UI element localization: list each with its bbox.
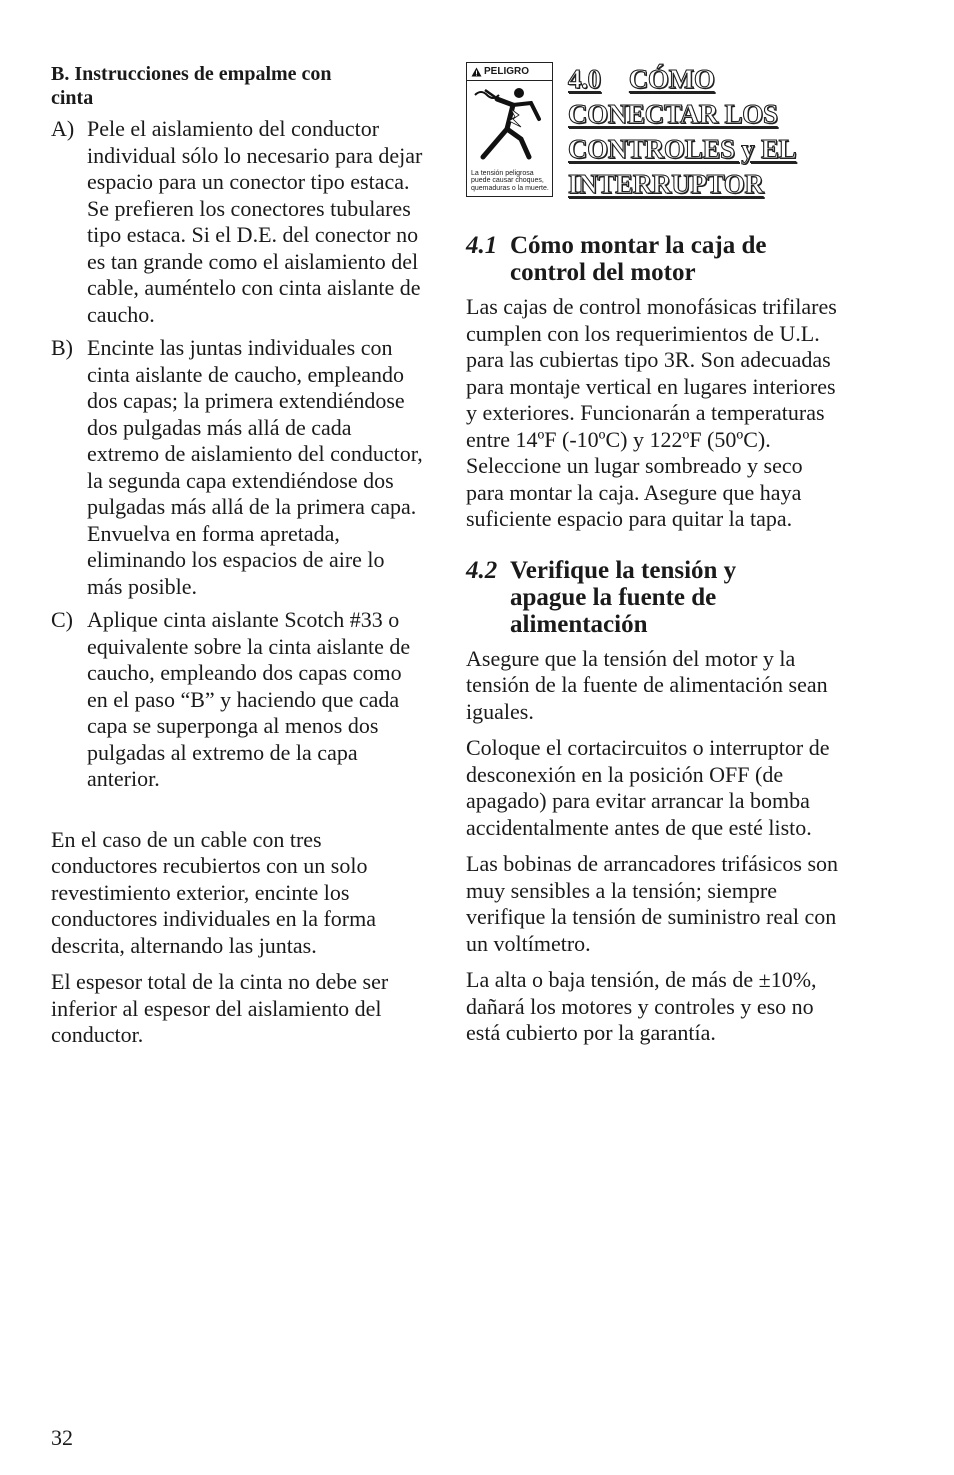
section-title-part: CÓMO (628, 64, 715, 94)
list-label: A) (51, 116, 75, 141)
electric-shock-icon (473, 85, 547, 163)
subsection-heading (466, 557, 844, 638)
warning-label-text: PELIGRO (484, 66, 530, 77)
list-item (51, 116, 423, 328)
list-item (51, 607, 423, 793)
section-heading-line: INTERRUPTOR (568, 169, 764, 199)
left-column (51, 62, 423, 1049)
warning-head (467, 63, 552, 81)
subsection-number: 4.2 (466, 556, 498, 584)
list-text: Pele el aislamiento del conductor individual sólo lo necesario para dejar espacio para un conector tipo estaca. Se prefieren los conectores tubulares tipo estaca. Si el D.E. del conector no es tan grande como el aislamiento del cable, auméntelo con cinta aislante de caucho. (87, 116, 423, 327)
warning-caption: La tensión peligrosa puede causar choques, quemaduras o la muerte. (471, 169, 549, 192)
paragraph: Las cajas de control monofásicas trifilares cumplen con los requerimientos de U.L. para las cubiertas tipo 3R. Son adecuadas para montaje vertical en lugares interiores y exteriores. Funcionarán a temperaturas entre 14ºF (-10ºC) y 122ºF (50ºC). Seleccione un lugar sombreado y seco para montar la caja. Asegure que haya suficiente espacio para quitar la tapa. (466, 294, 837, 531)
page-number: 32 (51, 1425, 73, 1450)
paragraph: La alta o baja tensión, de más de ±10%, dañará los motores y controles y eso no está cubierto por la garantía. (466, 967, 817, 1045)
section-heading-line: CONECTAR LOS (568, 99, 778, 129)
splice-instructions-heading: B. Instrucciones de empalme con cinta (51, 63, 332, 109)
paragraph: En el caso de un cable con tres conductores recubiertos con un solo revestimiento exterior, encinte los conductores individuales en la forma descrita, alternando las juntas. (51, 826, 377, 958)
section-heading-line: CONTROLES y EL (568, 134, 797, 164)
section-heading (568, 62, 796, 202)
subsection-heading (466, 232, 844, 286)
subsection-title: Verifique la tensión y apague la fuente de alimentación (510, 556, 737, 638)
danger-warning-label (466, 62, 553, 197)
warning-header-row (466, 62, 844, 202)
subsection-title: Cómo montar la caja de control del motor (510, 232, 767, 286)
list-label: B) (51, 335, 73, 360)
list-item (51, 335, 423, 600)
subsection-number: 4.1 (466, 232, 498, 259)
list-label: C) (51, 607, 73, 632)
list-text: Encinte las juntas individuales con cinta aislante de caucho, empleando dos capas; la primera extendiéndose dos pulgadas más allá de cada extremo de aislamiento del conductor, la segunda capa extendiéndose dos pulgadas más allá de la primera capa. Envuelva en forma apretada, eliminando los espacios de aire lo más posible. (87, 335, 423, 599)
section-number: 4.0 (568, 64, 601, 94)
paragraph: El espesor total de la cinta no debe ser inferior al espesor del aislamiento del conductor. (51, 969, 389, 1047)
right-column (466, 62, 844, 1047)
warning-triangle-icon (471, 67, 482, 77)
list-text: Aplique cinta aislante Scotch #33 o equivalente sobre la cinta aislante de caucho, empleando dos capas como en el paso “B” y haciendo que cada capa se superponga al menos dos pulgadas al extremo de la capa anterior. (87, 607, 411, 791)
section-heading-line (568, 62, 796, 97)
paragraph: Coloque el cortacircuitos o interruptor de desconexión en la posición OFF (de apagado) para evitar arrancar la bomba accidentalmente antes de que esté listo. (466, 735, 830, 840)
paragraph: Las bobinas de arrancadores trifásicos son muy sensibles a la tensión; siempre verifique la tensión de suministro real con un voltímetro. (466, 851, 839, 956)
paragraph: Asegure que la tensión del motor y la tensión de la fuente de alimentación sean iguales. (466, 645, 828, 724)
